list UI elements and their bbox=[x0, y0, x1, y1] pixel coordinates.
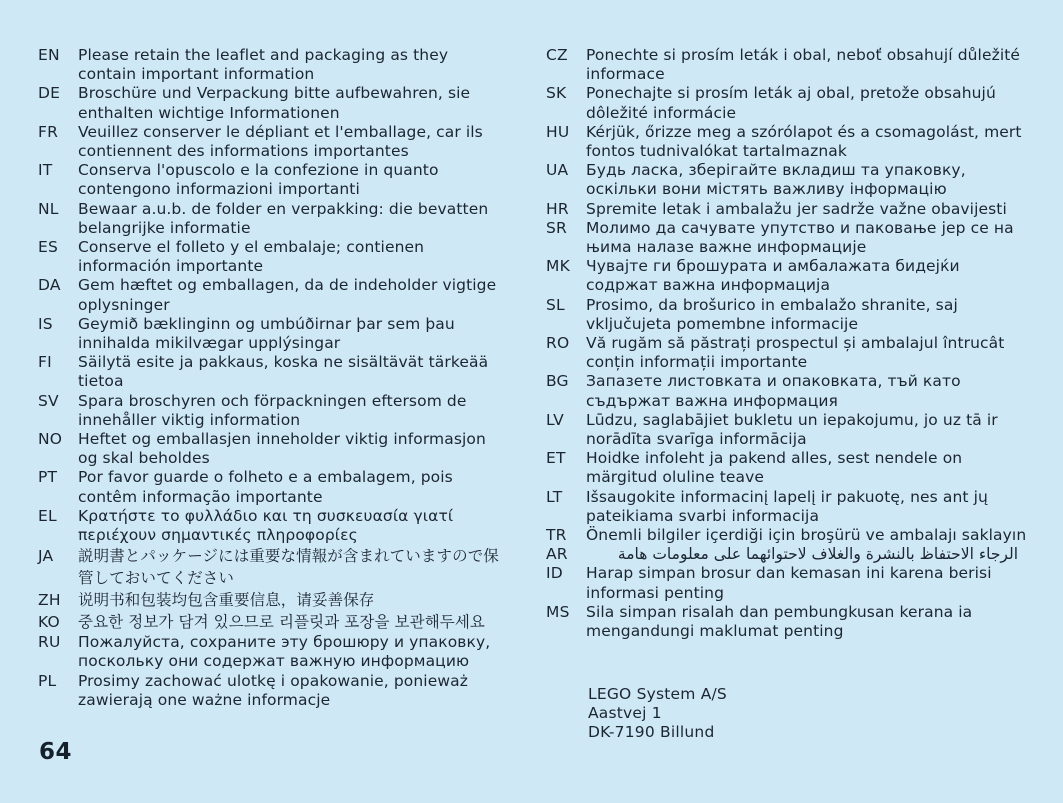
right-language-column bbox=[546, 46, 1036, 641]
language-code: MK bbox=[546, 257, 570, 276]
language-code: LV bbox=[546, 410, 564, 429]
company-name: LEGO System A/S bbox=[588, 685, 727, 703]
language-entry-pt bbox=[38, 468, 508, 506]
language-entry-en bbox=[38, 46, 508, 84]
language-text: Išsaugokite informacinį lapelį ir pakuotę, nes ant jų pateikiama svarbi informacija bbox=[586, 487, 988, 525]
language-code: ZH bbox=[38, 591, 61, 610]
language-entry-nl bbox=[38, 200, 508, 238]
language-text: Spremite letak i ambalažu jer sadrže važne obavijesti bbox=[586, 199, 1007, 218]
language-entry-da bbox=[38, 276, 508, 314]
language-entry-sr bbox=[546, 219, 1036, 257]
language-code: LT bbox=[546, 487, 563, 506]
page-number: 64 bbox=[39, 739, 73, 765]
language-text: Conserva l'opuscolo e la confezione in quanto contengono informazioni importanti bbox=[78, 161, 439, 199]
language-code: HU bbox=[546, 122, 570, 141]
language-code: TR bbox=[546, 526, 567, 545]
language-entry-ua bbox=[546, 161, 1036, 199]
language-text: Säilytä esite ja pakkaus, koska ne sisältävät tärkeää tietoa bbox=[78, 353, 489, 391]
left-language-column bbox=[38, 46, 508, 710]
language-text: Bewaar a.u.b. de folder en verpakking: die bevatten belangrijke informatie bbox=[78, 199, 489, 237]
language-text: Запазете листовката и опаковката, тъй като съдържат важна информация bbox=[586, 372, 961, 410]
language-text: Önemli bilgiler içerdiği için broşürü ve ambalajı saklayın bbox=[586, 526, 1027, 545]
language-text: Ponechte si prosím leták i obal, neboť obsahují důležité informace bbox=[586, 46, 1021, 84]
language-code: SL bbox=[546, 295, 565, 314]
language-text: Hoidke infoleht ja pakend alles, sest nendele on märgitud oluline teave bbox=[586, 449, 963, 487]
language-entry-mk bbox=[546, 257, 1036, 295]
language-entry-fr bbox=[38, 123, 508, 161]
language-text: Spara broschyren och förpackningen eftersom de innehåller viktig information bbox=[78, 391, 467, 429]
language-entry-hr bbox=[546, 200, 1036, 219]
language-code: ES bbox=[38, 238, 59, 257]
language-entry-tr bbox=[546, 526, 1036, 545]
language-text: Будь ласка, зберігайте вкладиш та упаковку, оскільки вони містять важливу інформацію bbox=[586, 161, 966, 199]
language-text: Gem hæftet og emballagen, da de indeholder vigtige oplysninger bbox=[78, 276, 497, 314]
language-entry-sl bbox=[546, 296, 1036, 334]
language-entry-ar bbox=[546, 545, 1036, 564]
language-code: KO bbox=[38, 613, 60, 632]
language-text: Veuillez conserver le dépliant et l'emballage, car ils contiennent des informations importantes bbox=[78, 122, 483, 161]
language-code: SR bbox=[546, 218, 568, 237]
language-entry-lv bbox=[546, 411, 1036, 449]
language-text: الرجاء الاحتفاظ بالنشرة والغلاف لاحتوائهما على معلومات هامة bbox=[617, 545, 1018, 564]
language-code: JA bbox=[38, 547, 54, 566]
language-text: Пожалуйста, сохраните эту брошюру и упаковку, поскольку они содержат важную информацию bbox=[78, 633, 491, 671]
language-code: UA bbox=[546, 161, 569, 180]
company-street: Aastvej 1 bbox=[588, 704, 662, 723]
language-text: 说明书和包装均包含重要信息，请妥善保存 bbox=[78, 591, 375, 610]
language-text: Sila simpan risalah dan pembungkusan kerana ia mengandungi maklumat penting bbox=[586, 602, 973, 641]
language-entry-zh bbox=[38, 589, 508, 611]
language-code: EN bbox=[38, 46, 60, 64]
language-code: SV bbox=[38, 391, 59, 410]
language-text: Prosimy zachować ulotkę i opakowanie, ponieważ zawierają one ważne informacje bbox=[78, 671, 468, 709]
language-code: IT bbox=[38, 161, 53, 180]
language-text: 중요한 정보가 담겨 있으므로 리플릿과 포장을 보관해두세요 bbox=[78, 613, 485, 632]
language-text: Por favor guarde o folheto e a embalagem, pois contêm informação importante bbox=[78, 468, 453, 506]
language-code: FR bbox=[38, 122, 59, 141]
language-entry-et bbox=[546, 449, 1036, 487]
language-code: RU bbox=[38, 633, 61, 652]
language-text: Conserve el folleto y el embalaje; contienen información importante bbox=[78, 238, 425, 276]
language-text: Vă rugăm să păstrați prospectul și ambalajul întrucât conțin informații importante bbox=[586, 334, 1005, 372]
language-code: AR bbox=[546, 545, 568, 564]
language-code: RO bbox=[546, 334, 570, 353]
language-entry-hu bbox=[546, 123, 1036, 161]
language-code: PL bbox=[38, 671, 57, 690]
language-text: Lūdzu, saglabājiet bukletu un iepakojumu, jo uz tā ir norādīta svarīga informācija bbox=[586, 410, 998, 449]
company-city: DK-7190 Billund bbox=[588, 723, 715, 742]
company-address bbox=[588, 685, 727, 743]
language-text: Heftet og emballasjen inneholder viktig informasjon og skal beholdes bbox=[78, 430, 486, 468]
language-code: NO bbox=[38, 430, 63, 449]
language-entry-no bbox=[38, 430, 508, 468]
language-code: BG bbox=[546, 372, 569, 391]
language-entry-it bbox=[38, 161, 508, 199]
language-text: Harap simpan brosur dan kemasan ini karena berisi informasi penting bbox=[586, 564, 992, 602]
language-code: ET bbox=[546, 449, 566, 468]
language-entry-el bbox=[38, 507, 508, 545]
language-code: EL bbox=[38, 506, 57, 525]
language-entry-de bbox=[38, 84, 508, 122]
language-code: CZ bbox=[546, 46, 568, 64]
language-code: NL bbox=[38, 199, 59, 218]
language-text: Kérjük, őrizze meg a szórólapot és a csomagolást, mert fontos tudnivalókat tartalmaznak bbox=[586, 122, 1022, 161]
language-entry-sk bbox=[546, 84, 1036, 122]
language-code: PT bbox=[38, 468, 58, 487]
language-text: Κρατήστε το φυλλάδιο και τη συσκευασία γιατί περιέχουν σημαντικές πληροφορίες bbox=[78, 506, 454, 545]
language-code: DE bbox=[38, 84, 61, 103]
language-entry-lt bbox=[546, 488, 1036, 526]
language-code: ID bbox=[546, 564, 563, 583]
language-text: Broschüre und Verpackung bitte aufbewahren, sie enthalten wichtige Informationen bbox=[78, 84, 471, 122]
language-entry-ms bbox=[546, 603, 1036, 641]
language-entry-ko bbox=[38, 611, 508, 633]
language-code: DA bbox=[38, 276, 61, 295]
language-entry-ja bbox=[38, 545, 508, 589]
language-code: SK bbox=[546, 84, 567, 103]
language-code: FI bbox=[38, 353, 52, 372]
language-code: HR bbox=[546, 199, 569, 218]
language-entry-ru bbox=[38, 633, 508, 671]
language-entry-es bbox=[38, 238, 508, 276]
language-entry-sv bbox=[38, 392, 508, 430]
language-entry-pl bbox=[38, 672, 508, 710]
language-text: Please retain the leaflet and packaging as they contain important information bbox=[78, 46, 449, 84]
language-text: Geymið bæklinginn og umbúðirnar þar sem þau innihalda mikilvægar upplýsingar bbox=[78, 314, 455, 353]
language-text: Prosimo, da brošurico in embalažo shranite, saj vključujeta pomembne informacije bbox=[586, 295, 958, 333]
language-text: Молимо да сачувате упутство и паковање јер се на њима налазе важне информације bbox=[586, 218, 1014, 257]
language-entry-is bbox=[38, 315, 508, 353]
language-code: MS bbox=[546, 602, 570, 621]
language-text: 説明書とパッケージには重要な情報が含まれていますので保管しておいてください bbox=[78, 547, 499, 588]
language-text: Чувајте ги брошурата и амбалажата бидејќи содржат важна информација bbox=[586, 257, 960, 295]
language-entry-bg bbox=[546, 372, 1036, 410]
language-text: Ponechajte si prosím leták aj obal, pretože obsahujú dôležité informácie bbox=[586, 84, 996, 122]
language-entry-id bbox=[546, 564, 1036, 602]
language-entry-fi bbox=[38, 353, 508, 391]
language-code: IS bbox=[38, 314, 53, 333]
language-entry-cz bbox=[546, 46, 1036, 84]
language-entry-ro bbox=[546, 334, 1036, 372]
